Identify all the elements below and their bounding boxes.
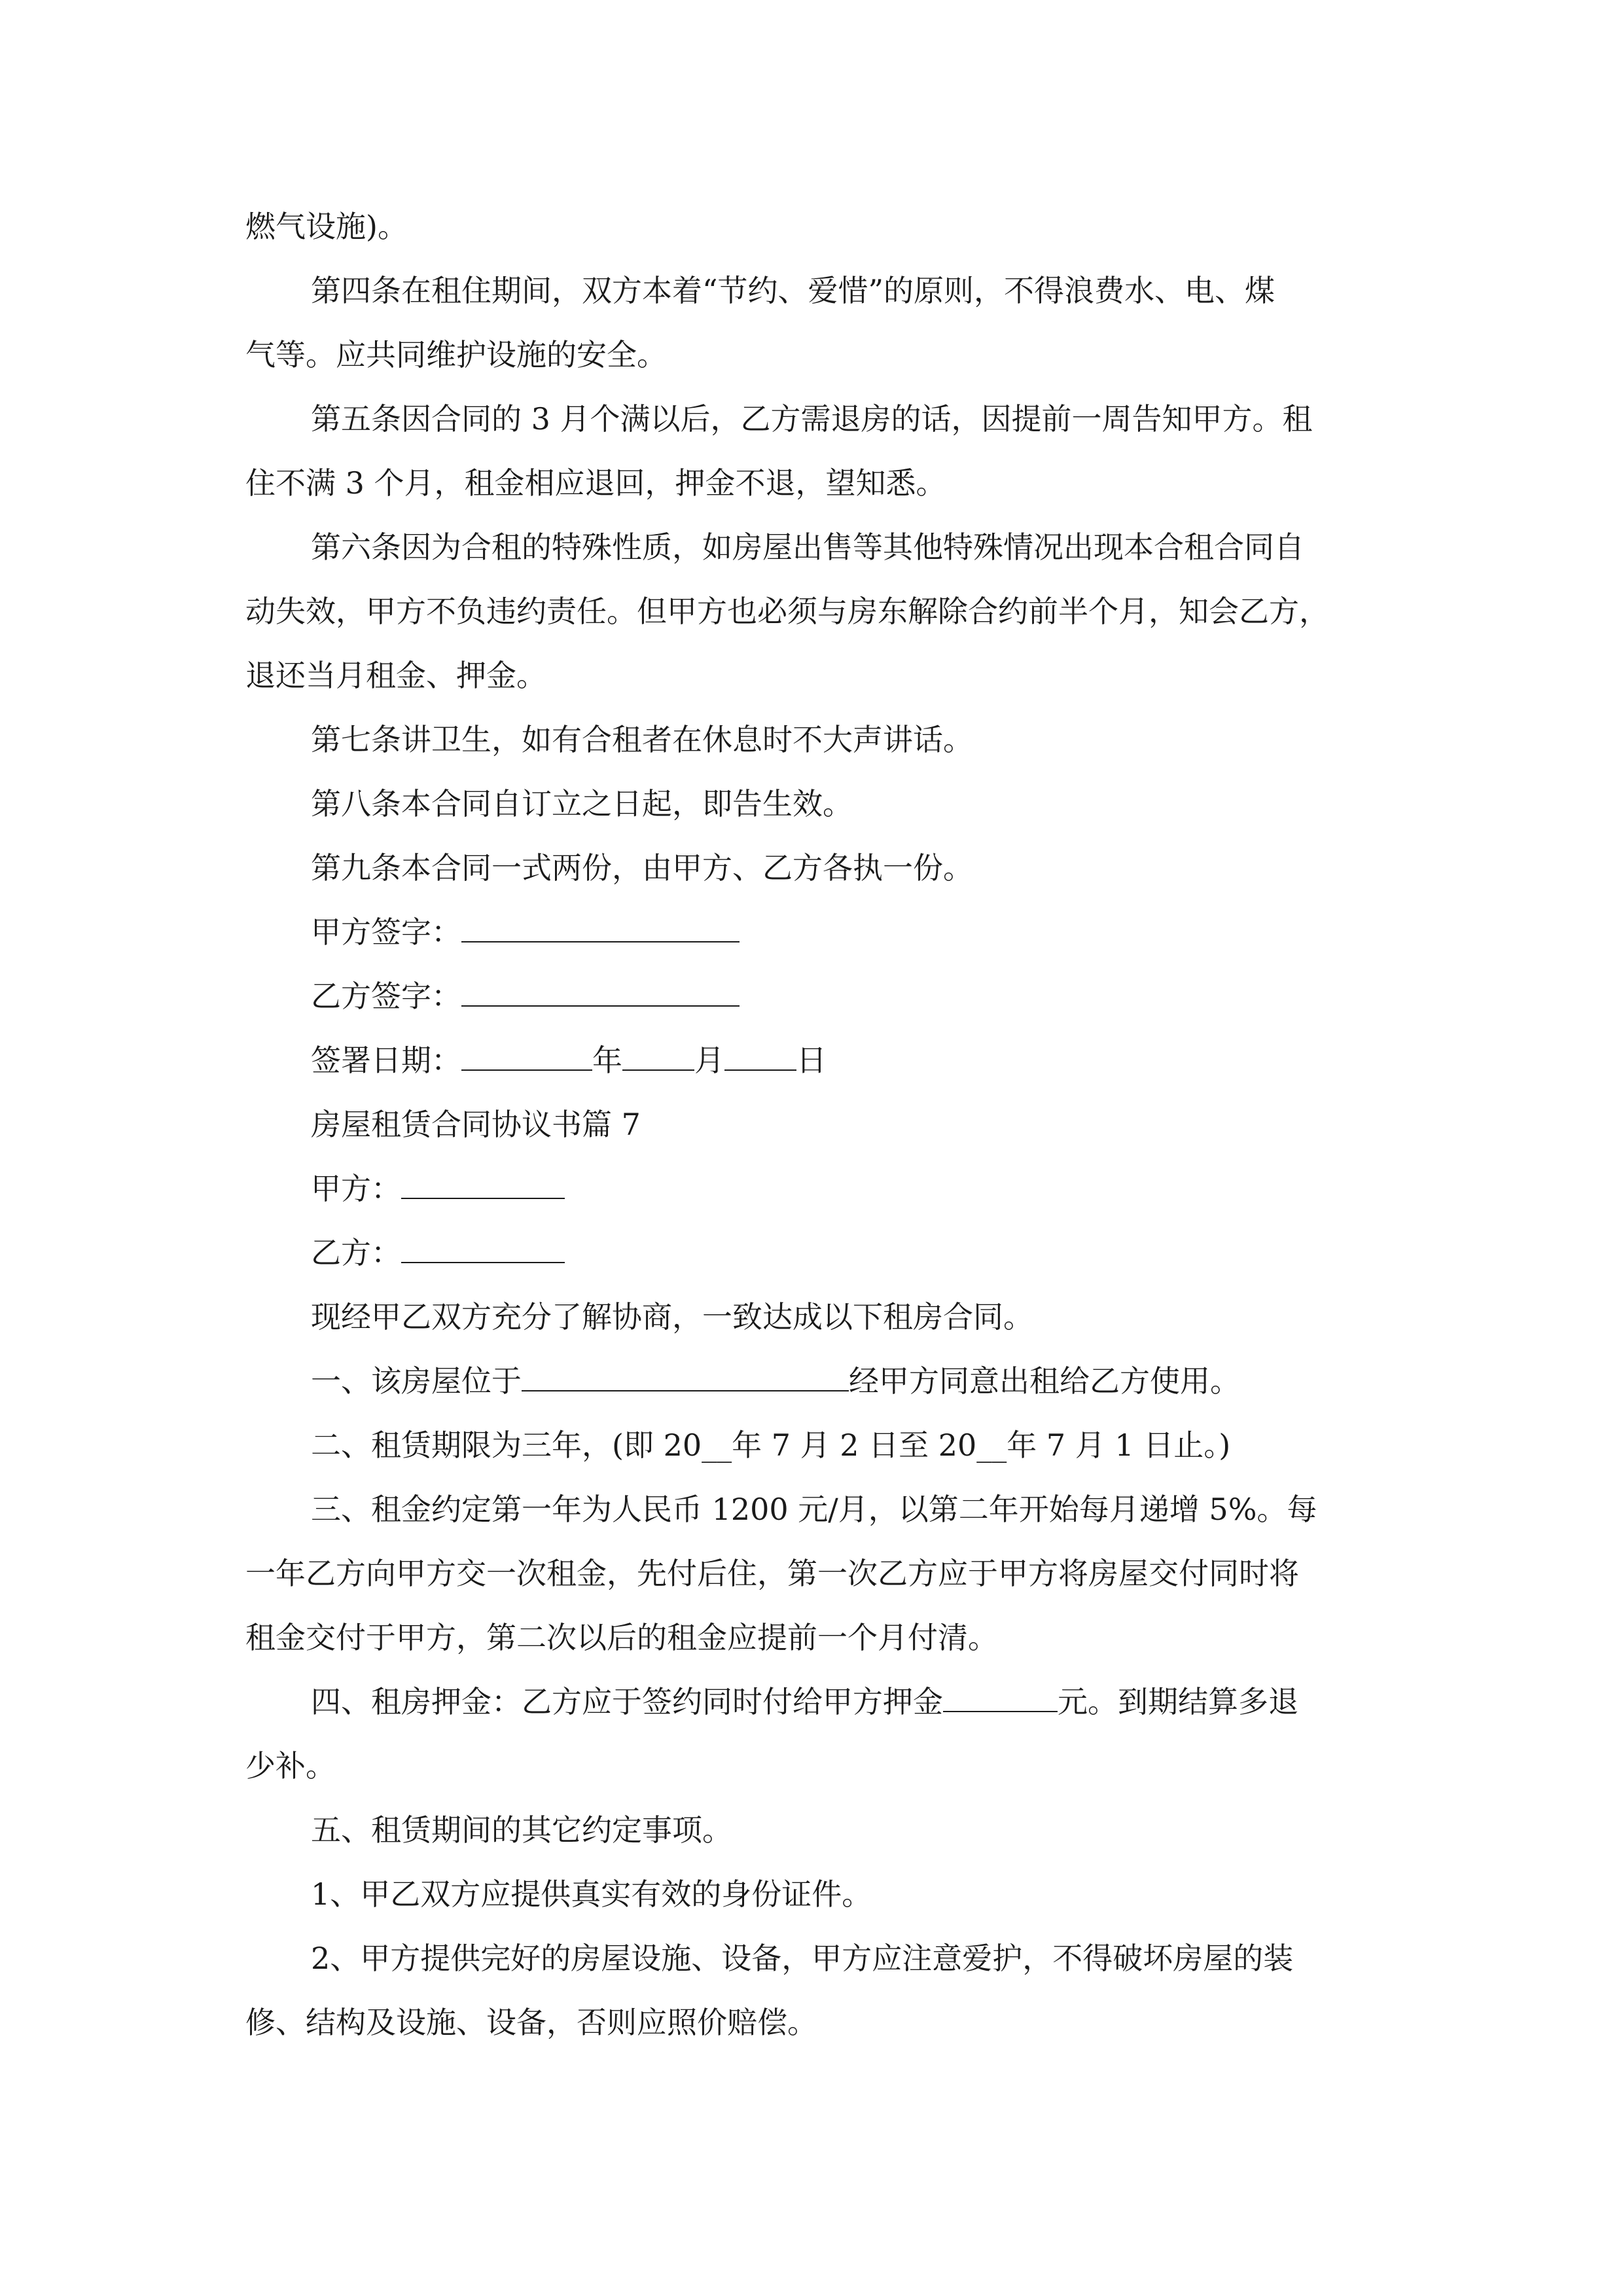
text-line: 一年乙方向甲方交一次租金，先付后住，第一次乙方应于甲方将房屋交付同时将	[245, 1556, 1299, 1591]
text-line: 修、结构及设施、设备，否则应照价赔偿。	[245, 2005, 817, 2040]
text-line: 三、租金约定第一年为人民币 1200 元/月，以第二年开始每月递增 5%。每	[311, 1492, 1317, 1527]
text-line: 第九条本合同一式两份，由甲方、乙方各执一份。	[311, 850, 973, 886]
text-line: 第八条本合同自订立之日起，即告生效。	[311, 786, 853, 821]
text-line: 退还当月租金、押金。	[245, 658, 546, 693]
party-b-blank	[401, 1233, 565, 1263]
text-line: 第六条因为合租的特殊性质，如房屋出售等其他特殊情况出现本合租合同自	[311, 529, 1304, 565]
signature-b-line	[311, 977, 740, 1016]
day-label: 日	[796, 1043, 827, 1078]
text-line: 动失效，甲方不负违约责任。但甲方也必须与房东解除合约前半个月，知会乙方，	[245, 594, 1329, 629]
deposit-label: 四、租房押金：乙方应于签约同时付给甲方押金	[311, 1684, 943, 1719]
party-a-line	[311, 1169, 565, 1208]
text-line: 少补。	[245, 1748, 336, 1784]
sign-date-label: 签署日期：	[311, 1043, 461, 1078]
signature-b-label: 乙方签字：	[311, 978, 461, 1014]
signature-a-line	[311, 912, 740, 952]
text-line: 1、甲乙双方应提供真实有效的身份证件。	[311, 1876, 872, 1912]
text-line: 住不满 3 个月，租金相应退回，押金不退，望知悉。	[245, 465, 946, 501]
text-line: 二、租赁期限为三年，(即 20__年 7 月 2 日至 20__年 7 月 1 日止。)	[311, 1427, 1231, 1463]
text-line: 第五条因合同的 3 月个满以后，乙方需退房的话，因提前一周告知甲方。租	[311, 401, 1313, 437]
text-line: 现经甲乙双方充分了解协商，一致达成以下租房合同。	[311, 1299, 1033, 1335]
text-line: 燃气设施)。	[245, 209, 408, 244]
text-line: 2、甲方提供完好的房屋设施、设备，甲方应注意爱护，不得破坏房屋的装	[311, 1941, 1294, 1976]
location-blank	[522, 1361, 849, 1391]
year-blank	[461, 1041, 592, 1071]
location-label: 一、该房屋位于	[311, 1363, 522, 1399]
text-line: 第七条讲卫生，如有合租者在休息时不大声讲话。	[311, 722, 973, 757]
location-line	[311, 1361, 1240, 1401]
signature-a-label: 甲方签字：	[311, 914, 461, 950]
party-b-label: 乙方：	[311, 1235, 401, 1270]
text-line: 租金交付于甲方，第二次以后的租金应提前一个月付清。	[245, 1620, 998, 1655]
text-line: 气等。应共同维护设施的安全。	[245, 337, 667, 372]
party-a-label: 甲方：	[311, 1171, 401, 1206]
text-line: 五、租赁期间的其它约定事项。	[311, 1812, 732, 1848]
text-line: 第四条在租住期间，双方本着“节约、爱惜”的原则，不得浪费水、电、煤	[311, 273, 1275, 308]
location-tail: 经甲方同意出租给乙方使用。	[849, 1363, 1240, 1399]
section-title: 房屋租赁合同协议书篇 7	[311, 1107, 641, 1142]
deposit-line	[311, 1682, 1298, 1721]
party-a-blank	[401, 1169, 565, 1199]
month-label: 月	[694, 1043, 724, 1078]
year-label: 年	[592, 1043, 622, 1078]
sign-date-line	[311, 1041, 827, 1080]
signature-b-blank	[461, 977, 740, 1007]
day-blank	[724, 1041, 796, 1071]
deposit-blank	[943, 1682, 1058, 1712]
month-blank	[622, 1041, 694, 1071]
deposit-tail: 元。到期结算多退	[1058, 1684, 1298, 1719]
party-b-line	[311, 1233, 565, 1272]
signature-a-blank	[461, 912, 740, 942]
